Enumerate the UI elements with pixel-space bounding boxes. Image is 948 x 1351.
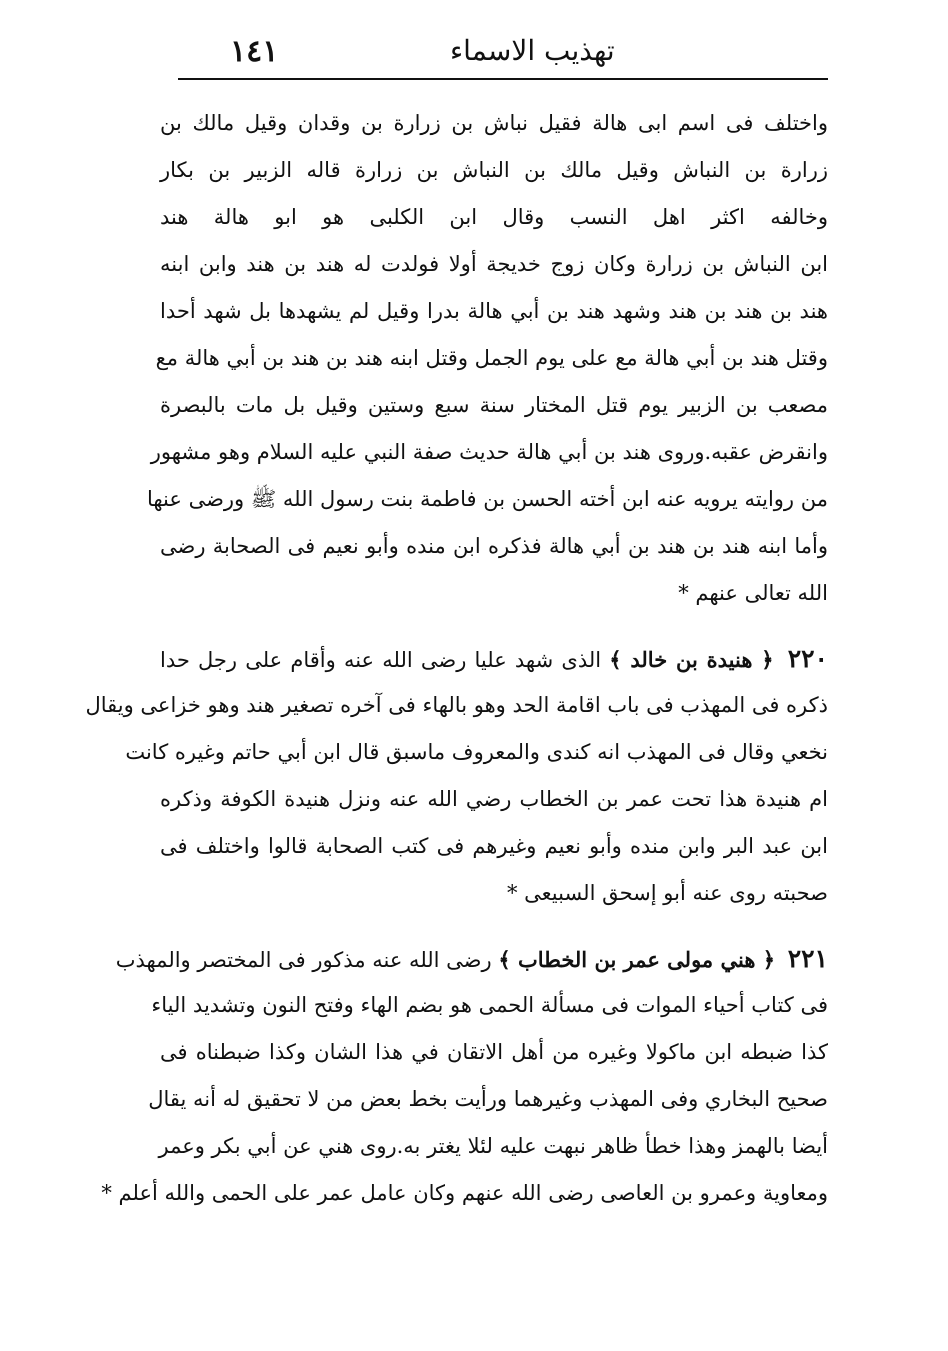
text-line: ذكره فى المهذب فى باب اقامة الحد وهو بالهاء فى آخره تصغير هند وهو خزاعى ويقال [85, 693, 828, 717]
text-line: ابن عبد البر وابن منده وأبو نعيم وغيرهم فى كتب الصحابة قالوا واختلف فى [160, 834, 828, 858]
text-line: ومعاوية وعمرو بن العاصى رضى الله عنهم وكان عامل عمر على الحمى والله أعلم * [101, 1181, 828, 1205]
text-line: وخالفه اكثر اهل النسب وقال ابن الكلبى هو ابو هالة هند [160, 205, 828, 229]
running-title: تهذيب الاسماء [450, 34, 615, 67]
text-line: ام هنيدة هذا تحت عمر بن الخطاب رضي الله عنه ونزل هنيدة الكوفة وذكره [160, 787, 828, 811]
text-line: واختلف فى اسم ابى هالة فقيل نباش بن زرارة بن وقدان وقيل مالك بن [160, 111, 828, 135]
paragraph-hind-ibn-abi-hala [146, 100, 828, 617]
page-header [180, 26, 828, 78]
entry-number: ٢٢٠ [787, 644, 828, 673]
text-line: من روايته يرويه عنه ابن أخته الحسن بن فاطمة بنت رسول الله ﷺ ورضى عنها [146, 487, 828, 511]
entry-heading: ﴿ هني مولى عمر بن الخطاب ﴾ [498, 947, 776, 972]
entry-220 [85, 635, 828, 917]
entry-first-line [160, 635, 828, 682]
text-line: كذا ضبطه ابن ماكولا وغيره من أهل الاتقان في هذا الشان وكذا ضبطناه فى [160, 1040, 828, 1064]
text-line: مصعب بن الزبير يوم قتل المختار سنة سبع وستين وقيل بل مات بالبصرة [160, 393, 828, 417]
text-line: زرارة بن النباش وقيل مالك بن النباش بن زرارة قاله الزبير بن بكار [160, 158, 828, 182]
text-line: فى كتاب أحياء الموات فى مسألة الحمى هو بضم الهاء وفتح النون وتشديد الياء [151, 993, 828, 1017]
entry-number: ٢٢١ [787, 944, 828, 973]
book-page [85, 20, 828, 1320]
text-span: الذى شهد عليا رضى الله عنه وأقام على رجل حدا [160, 648, 602, 672]
text-line: هند بن هند بن هند وشهد هند بن أبي هالة بدرا وقيل لم يشهدها بل شهد أحدا [160, 299, 828, 323]
text-line: نخعي وقال فى المهذب انه كندى والمعروف ماسبق قال ابن أبي حاتم وغيره كانت [125, 740, 828, 764]
entry-first-line [115, 935, 828, 982]
text-line: الله تعالى عنهم * [678, 581, 828, 605]
text-line: صحيح البخاري وفى المهذب وغيرهما ورأيت بخط بعض من لا تحقيق له أنه يقال [148, 1087, 828, 1111]
entry-221 [101, 935, 828, 1217]
text-line: صحبته روى عنه أبو إسحق السبيعى * [506, 881, 828, 905]
text-line: ابن النباش بن زرارة وكان زوج خديجة أولا فولدت له هند بن هند وابن ابنه [160, 252, 828, 276]
text-span: رضى الله عنه مذكور فى المختصر والمهذب [115, 948, 492, 972]
text-line: وأما ابنه هند بن هند بن أبي هالة فذكره ابن منده وأبو نعيم فى الصحابة رضى [160, 534, 828, 558]
header-rule [178, 78, 828, 80]
text-line: وقتل هند بن أبي هالة مع على يوم الجمل وقتل ابنه هند بن هند بن أبي هالة مع [155, 346, 828, 370]
text-line: أيضا بالهمز وهذا خطأ ظاهر نبهت عليه لئلا يغتر به.روى هني عن أبي بكر وعمر [158, 1134, 828, 1158]
text-line: وانقرض عقبه.وروى هند بن أبي هالة حديث صفة النبي عليه السلام وهو مشهور [150, 440, 828, 464]
page-number: ١٤١ [230, 34, 279, 69]
entry-heading: ﴿ هنيدة بن خالد ﴾ [609, 647, 774, 672]
body-text [85, 100, 828, 1217]
